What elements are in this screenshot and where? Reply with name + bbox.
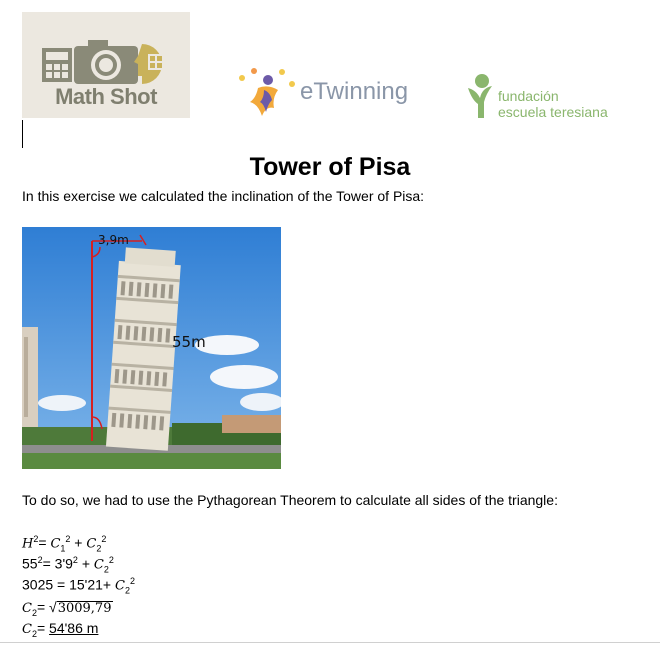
fundacion-leaf-icon [466,74,496,120]
etwinning-figure-icon [234,66,300,122]
text-cursor [22,120,23,148]
photo-label-side: 55m [172,333,206,351]
photo-label-top: 3,9m [98,233,129,247]
equation-4: $C_2= √3009,79$ [22,599,112,618]
page-title: Tower of Pisa [249,153,411,181]
equation-4-radicand: 3009,79 [57,601,112,616]
intro-paragraph: In this exercise we calculated the inclination of the Tower of Pisa: [22,188,425,204]
equation-1: $H^2= C_1^2 + C_2^2$ [22,534,107,554]
equation-3: $3025 = 15'21+ C_2^2$ [22,576,135,596]
camera-icon [42,40,172,88]
etwinning-logo-text: eTwinning [300,78,409,105]
etwinning-logo [234,66,414,122]
fundacion-logo [466,74,636,124]
mathshot-logo [22,12,190,118]
mathshot-logo-text: Math Shot [55,84,157,109]
equation-5: $C_2= 54'86$ m [22,620,99,639]
fundacion-logo-line2: escuela teresiana [498,104,608,120]
method-paragraph: To do so, we had to use the Pythagorean Theorem to calculate all sides of the triangle: [22,492,558,508]
page-divider [0,642,660,643]
equation-2-value-a: 55 [22,555,38,572]
equation-2: $55^2= 3'9^2 + C_2^2$ [22,555,114,575]
equation-5-result: 54'86 m [49,620,99,636]
equation-2-value-b: 3'9 [54,555,73,572]
tower-of-pisa-photo [22,227,281,469]
equation-3-value: 3025 = 15'21 [22,576,103,593]
fundacion-logo-line1: fundación [498,88,559,104]
